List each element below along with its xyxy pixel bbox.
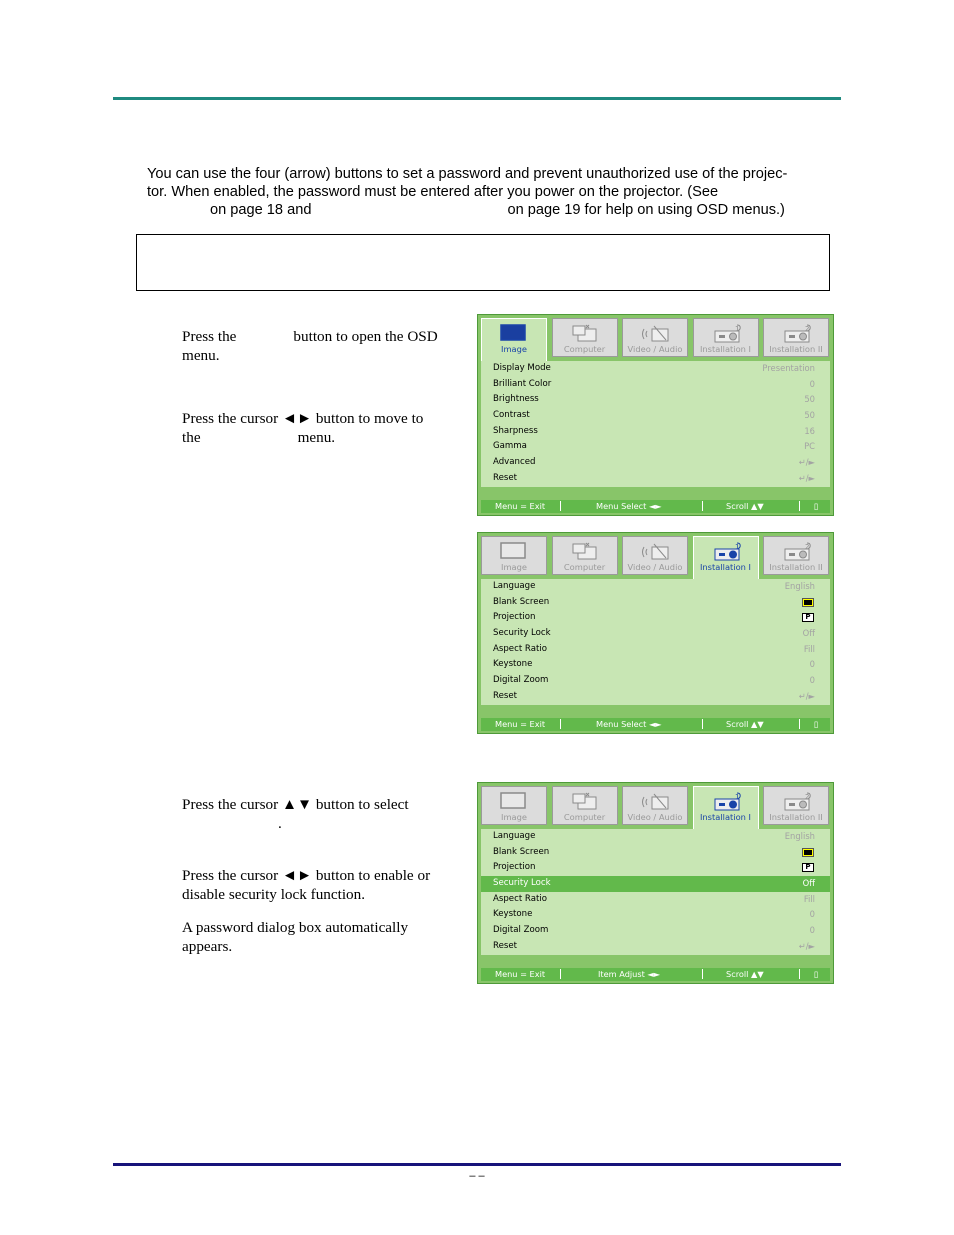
menu-exit-hint: Menu = Exit bbox=[495, 501, 546, 511]
osd-tab-installation-ii[interactable] bbox=[763, 536, 829, 575]
osd-menu-item[interactable] bbox=[481, 455, 830, 471]
blank-screen-color-swatch bbox=[802, 848, 814, 857]
osd-item-list bbox=[481, 579, 830, 705]
svg-text:2: 2 bbox=[805, 325, 810, 333]
osd-menu-item[interactable] bbox=[481, 876, 830, 892]
osd-item-label: Keystone bbox=[493, 909, 533, 920]
osd-tab-label: Installation I bbox=[699, 344, 752, 354]
osd-item-label: Digital Zoom bbox=[493, 675, 549, 686]
osd-menu-item[interactable] bbox=[481, 657, 830, 673]
osd-menu-item[interactable] bbox=[481, 361, 830, 377]
osd-item-label: Blank Screen bbox=[493, 596, 550, 607]
note-box bbox=[136, 234, 830, 291]
osd-item-value: PC bbox=[804, 441, 815, 452]
scroll-hint: Scroll ▲▼ bbox=[726, 719, 764, 729]
osd-item-label: Reset bbox=[493, 472, 518, 483]
osd-item-list bbox=[481, 361, 830, 487]
osd-tab-computer[interactable] bbox=[552, 786, 618, 825]
osd-tab-computer[interactable] bbox=[552, 536, 618, 575]
osd-status-bar bbox=[481, 968, 830, 981]
osd-tab-label: Image bbox=[501, 812, 527, 822]
osd-tab-label: Image bbox=[501, 562, 527, 572]
menu-select-hint: Menu Select ◄► bbox=[596, 501, 662, 511]
osd-tab-label: Installation II bbox=[769, 344, 823, 354]
osd-tab-image[interactable] bbox=[481, 786, 547, 825]
osd-item-label: Security Lock bbox=[493, 628, 551, 639]
osd-menu-item[interactable] bbox=[481, 439, 830, 455]
blank-screen-color-swatch bbox=[802, 598, 814, 607]
osd-item-value: ↵/► bbox=[798, 690, 815, 701]
step-3: Press the cursor ▲▼ button to select . bbox=[182, 796, 409, 832]
menu-select-hint: Menu Select ◄► bbox=[596, 719, 662, 729]
osd-tab-installation-i[interactable] bbox=[693, 536, 759, 580]
intro-line-2: tor. When enabled, the password must be entered after you power on the projector. (See bbox=[147, 184, 719, 200]
osd-item-value: 16 bbox=[804, 425, 815, 436]
osd-item-label: Projection bbox=[493, 862, 536, 873]
osd-tab-installation-ii[interactable] bbox=[763, 786, 829, 825]
intro-paragraph bbox=[147, 165, 837, 219]
osd-menu-item[interactable] bbox=[481, 860, 830, 876]
lock-icon: ▯ bbox=[814, 501, 819, 511]
osd-item-label: Digital Zoom bbox=[493, 925, 549, 936]
osd-menu-item[interactable] bbox=[481, 392, 830, 408]
intro-line-3: on page 18 and on page 19 for help on using OSD menus.) bbox=[210, 202, 785, 218]
osd-menu-item[interactable] bbox=[481, 907, 830, 923]
header-rule bbox=[113, 97, 841, 100]
osd-tab-bar bbox=[481, 318, 832, 359]
osd-tab-label: Image bbox=[501, 344, 527, 354]
osd-tab-image[interactable] bbox=[481, 318, 547, 362]
osd-item-value: 0 bbox=[809, 675, 815, 686]
step-2: Press the cursor ◄► button to move to the menu. bbox=[182, 410, 424, 446]
osd-menu-item[interactable] bbox=[481, 424, 830, 440]
osd-menu-item[interactable] bbox=[481, 829, 830, 845]
osd-menu-item[interactable] bbox=[481, 923, 830, 939]
osd-tab-label: Video / Audio bbox=[627, 562, 683, 572]
osd-item-label: Language bbox=[493, 831, 536, 841]
osd-tab-label: Computer bbox=[563, 812, 606, 822]
osd-item-value: Presentation bbox=[762, 363, 815, 373]
osd-item-label: Brightness bbox=[493, 394, 539, 405]
osd-tab-label: Video / Audio bbox=[627, 344, 683, 354]
intro-line-1: You can use the four (arrow) buttons to set a password and prevent unauthorized use of the projec- bbox=[147, 166, 788, 182]
osd-menu-item[interactable] bbox=[481, 471, 830, 487]
osd-item-value: 50 bbox=[804, 394, 815, 405]
osd-menu-item[interactable] bbox=[481, 579, 830, 595]
item-adjust-hint: Item Adjust ◄► bbox=[598, 969, 661, 979]
osd-item-value: English bbox=[784, 581, 815, 591]
osd-menu-item[interactable] bbox=[481, 939, 830, 955]
osd-item-label: Security Lock bbox=[493, 878, 551, 889]
osd-item-label: Advanced bbox=[493, 457, 536, 468]
osd-tab-label: Installation II bbox=[769, 562, 823, 572]
osd-tab-installation-i[interactable] bbox=[693, 318, 759, 357]
osd-item-value: Fill bbox=[803, 643, 815, 654]
osd-tab-label: Computer bbox=[563, 344, 606, 354]
osd-status-bar bbox=[481, 500, 830, 513]
osd-item-label: Gamma bbox=[493, 441, 527, 452]
svg-text:1: 1 bbox=[734, 543, 739, 551]
svg-text:1: 1 bbox=[734, 793, 739, 801]
osd-tab-video-audio[interactable] bbox=[622, 318, 688, 357]
osd-status-bar bbox=[481, 718, 830, 731]
osd-tab-label: Computer bbox=[563, 562, 606, 572]
osd-item-label: Blank Screen bbox=[493, 846, 550, 857]
svg-text:1: 1 bbox=[734, 325, 739, 333]
osd-item-label: Sharpness bbox=[493, 425, 538, 436]
osd-tab-label: Installation I bbox=[699, 562, 752, 572]
osd-item-value: 0 bbox=[809, 925, 815, 936]
osd-menu-item[interactable] bbox=[481, 377, 830, 393]
page-number: – – bbox=[469, 1170, 485, 1182]
osd-tab-bar bbox=[481, 536, 832, 577]
osd-item-label: Aspect Ratio bbox=[493, 643, 547, 654]
osd-item-value: English bbox=[784, 831, 815, 841]
osd-item-value: 0 bbox=[809, 909, 815, 920]
osd-tab-label: Installation I bbox=[699, 812, 752, 822]
osd-tab-installation-i[interactable] bbox=[693, 786, 759, 830]
osd-menu-item[interactable] bbox=[481, 673, 830, 689]
step-5: A password dialog box automatically appears. bbox=[182, 919, 409, 955]
osd-menu-item[interactable] bbox=[481, 610, 830, 626]
step-1: Press the button to open the OSD menu. bbox=[182, 328, 438, 364]
osd-item-value: 0 bbox=[809, 378, 815, 389]
footer-rule bbox=[113, 1163, 841, 1166]
svg-text:2: 2 bbox=[805, 793, 810, 801]
osd-item-value: Off bbox=[802, 878, 815, 889]
osd-menu-image bbox=[477, 314, 834, 516]
osd-item-value: 0 bbox=[809, 659, 815, 670]
osd-tab-installation-ii[interactable] bbox=[763, 318, 829, 357]
step-4: Press the cursor ◄► button to enable or disable security lock function. bbox=[182, 867, 431, 903]
osd-item-label: Reset bbox=[493, 690, 518, 701]
osd-item-value: ↵/► bbox=[798, 472, 815, 483]
osd-item-value: 50 bbox=[804, 410, 815, 421]
osd-item-label: Reset bbox=[493, 940, 518, 951]
osd-menu-installation-1 bbox=[477, 532, 834, 734]
osd-menu-item[interactable] bbox=[481, 845, 830, 861]
osd-item-value: Off bbox=[802, 628, 815, 639]
osd-tab-bar bbox=[481, 786, 832, 827]
osd-menu-item[interactable] bbox=[481, 626, 830, 642]
osd-tab-video-audio[interactable] bbox=[622, 536, 688, 575]
osd-tab-computer[interactable] bbox=[552, 318, 618, 357]
lock-icon: ▯ bbox=[814, 969, 819, 979]
osd-item-value: ↵/► bbox=[798, 940, 815, 951]
menu-exit-hint: Menu = Exit bbox=[495, 969, 546, 979]
osd-tab-label: Video / Audio bbox=[627, 812, 683, 822]
osd-item-value: Fill bbox=[803, 893, 815, 904]
osd-item-label: Aspect Ratio bbox=[493, 893, 547, 904]
osd-menu-item[interactable] bbox=[481, 689, 830, 705]
projection-mode-icon: P bbox=[802, 613, 814, 622]
osd-item-label: Keystone bbox=[493, 659, 533, 670]
osd-item-label: Display Mode bbox=[493, 363, 551, 373]
osd-item-label: Language bbox=[493, 581, 536, 591]
osd-menu-item[interactable] bbox=[481, 595, 830, 611]
osd-item-label: Brilliant Color bbox=[493, 378, 552, 389]
osd-tab-video-audio[interactable] bbox=[622, 786, 688, 825]
osd-item-label: Projection bbox=[493, 612, 536, 623]
osd-item-label: Contrast bbox=[493, 410, 530, 421]
osd-item-list bbox=[481, 829, 830, 955]
osd-menu-installation-1-security bbox=[477, 782, 834, 984]
osd-menu-item[interactable] bbox=[481, 892, 830, 908]
menu-exit-hint: Menu = Exit bbox=[495, 719, 546, 729]
svg-text:2: 2 bbox=[805, 543, 810, 551]
osd-tab-label: Installation II bbox=[769, 812, 823, 822]
scroll-hint: Scroll ▲▼ bbox=[726, 501, 764, 511]
osd-item-value: ↵/► bbox=[798, 457, 815, 468]
osd-tab-image[interactable] bbox=[481, 536, 547, 575]
osd-menu-item[interactable] bbox=[481, 642, 830, 658]
projection-mode-icon: P bbox=[802, 863, 814, 872]
osd-menu-item[interactable] bbox=[481, 408, 830, 424]
lock-icon: ▯ bbox=[814, 719, 819, 729]
scroll-hint: Scroll ▲▼ bbox=[726, 969, 764, 979]
